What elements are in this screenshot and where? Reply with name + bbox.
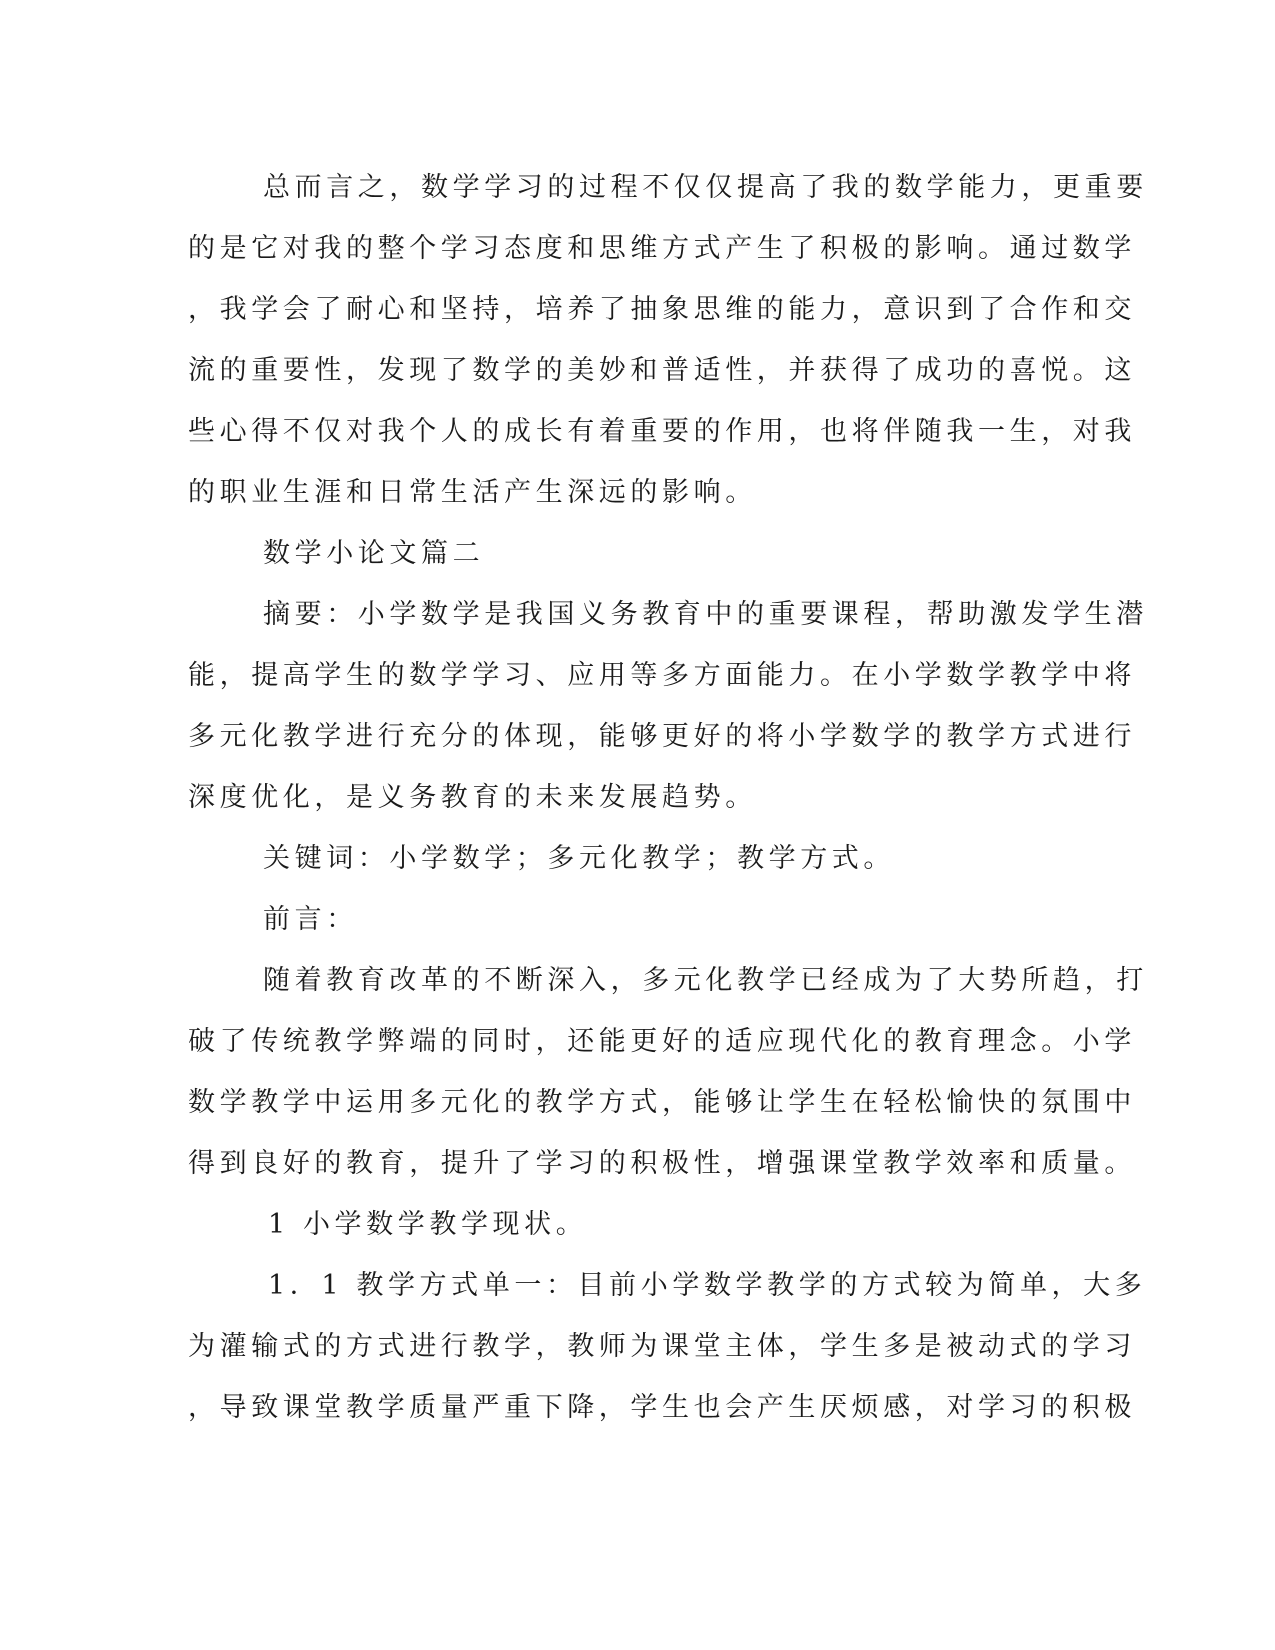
- section-heading: 1 小学数学教学现状。: [268, 1209, 588, 1240]
- text-line: 随着教育改革的不断深入，多元化教学已经成为了大势所趋，打: [263, 965, 1148, 996]
- text-line: 为灌输式的方式进行教学，教师为课堂主体，学生多是被动式的学习: [188, 1331, 1136, 1362]
- keywords-line: 关键词：小学数学；多元化教学；教学方式。: [263, 843, 895, 874]
- text-line: 1．1 教学方式单一：目前小学数学教学的方式较为简单，大多: [268, 1270, 1147, 1301]
- text-line: ，我学会了耐心和坚持，培养了抽象思维的能力，意识到了合作和交: [188, 294, 1136, 325]
- text-line: 破了传统教学弊端的同时，还能更好的适应现代化的教育理念。小学: [188, 1026, 1136, 1057]
- abstract-line: 摘要：小学数学是我国义务教育中的重要课程，帮助激发学生潜: [263, 599, 1148, 630]
- abstract-line: 能，提高学生的数学学习、应用等多方面能力。在小学数学教学中将: [188, 660, 1136, 691]
- text-line: 流的重要性，发现了数学的美妙和普适性，并获得了成功的喜悦。这: [188, 355, 1136, 386]
- text-line: 的是它对我的整个学习态度和思维方式产生了积极的影响。通过数学: [188, 233, 1136, 264]
- text-line: ，导致课堂教学质量严重下降，学生也会产生厌烦感，对学习的积极: [188, 1392, 1136, 1423]
- text-line: 的职业生涯和日常生活产生深远的影响。: [188, 477, 757, 508]
- text-line: 得到良好的教育，提升了学习的积极性，增强课堂教学效率和质量。: [188, 1148, 1136, 1179]
- section-heading: 数学小论文篇二: [263, 538, 485, 569]
- abstract-line: 多元化教学进行充分的体现，能够更好的将小学数学的教学方式进行: [188, 721, 1136, 752]
- abstract-line: 深度优化，是义务教育的未来发展趋势。: [188, 782, 757, 813]
- preface-heading: 前言：: [263, 904, 358, 935]
- text-line: 数学教学中运用多元化的教学方式，能够让学生在轻松愉快的氛围中: [188, 1087, 1136, 1118]
- text-line: 总而言之，数学学习的过程不仅仅提高了我的数学能力，更重要: [263, 172, 1148, 203]
- text-line: 些心得不仅对我个人的成长有着重要的作用，也将伴随我一生，对我: [188, 416, 1136, 447]
